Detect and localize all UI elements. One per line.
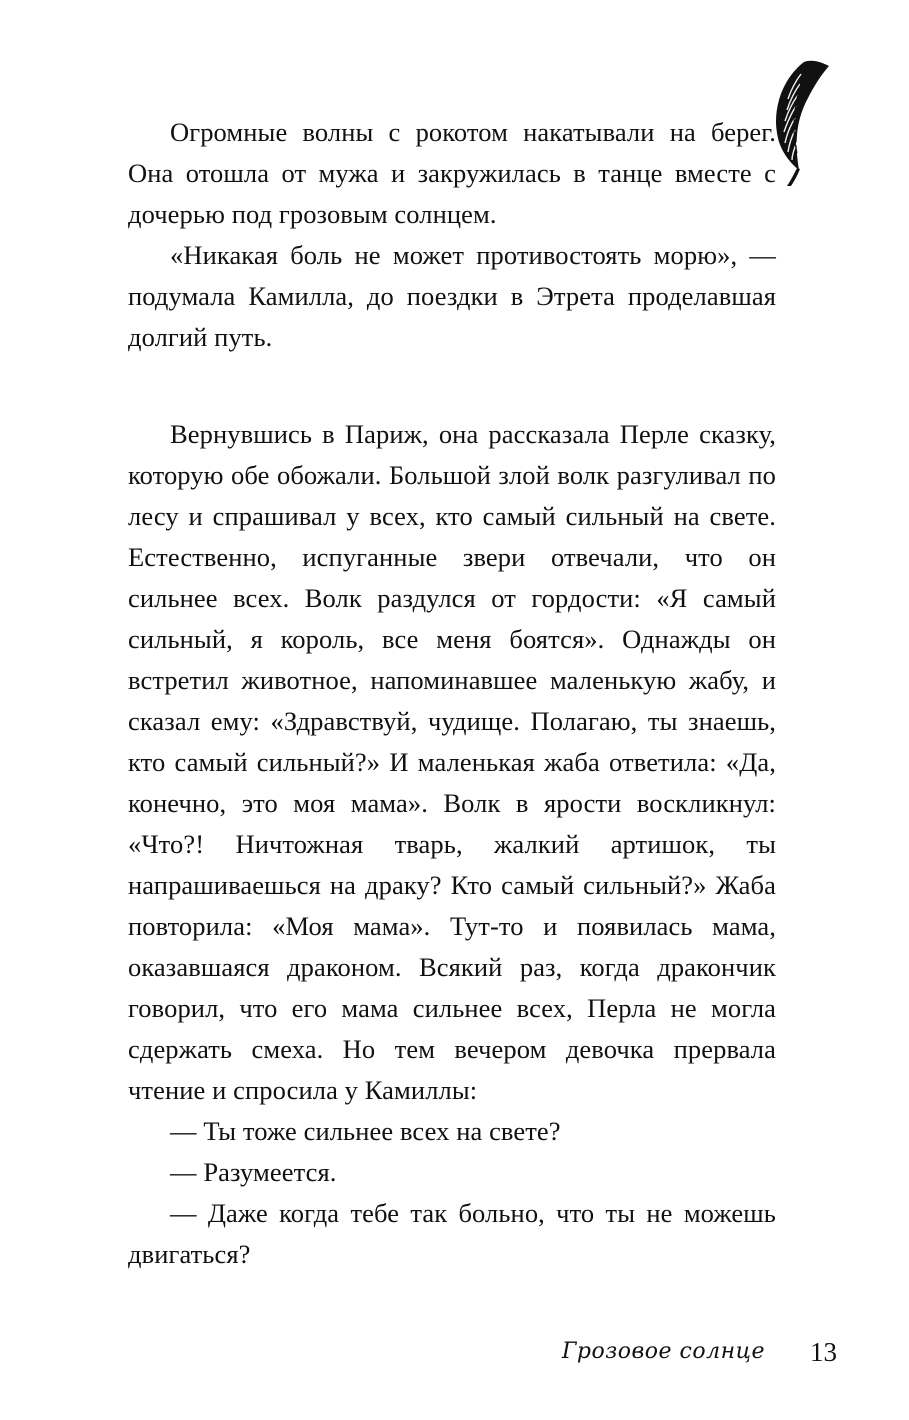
- page-footer: [128, 1324, 837, 1368]
- paragraph-2: «Никакая боль не может противостоять морю», — подумала Камилла, до поездки в Этрета проделавшая долгий путь.: [128, 240, 776, 352]
- page-text-column: [128, 112, 776, 1275]
- paragraph-1: Огромные волны с рокотом накатывали на берег. Она отошла от мужа и закружилась в танце вместе с дочерью под грозовым солнцем.: [128, 117, 776, 229]
- dialogue-line-1: — Ты тоже сильнее всех на свете?: [170, 1116, 561, 1146]
- dialogue-line-3: — Даже когда тебе так больно, что ты не можешь двигаться?: [128, 1198, 776, 1269]
- paragraph-3: Вернувшись в Париж, она рассказала Перле сказку, которую обе обожали. Большой злой волк разгуливал по лесу и спрашивал у всех, кто самый сильный на свете. Естественно, испуганные звери отвечали, что он сильнее всех. Волк раздулся от гордости: «Я самый сильный, я король, все меня боятся». Однажды он встретил животное, напоминавшее маленькую жабу, и сказал ему: «Здравствуй, чудище. Полагаю, ты знаешь, кто самый сильный?» И маленькая жаба ответила: «Да, конечно, это моя мама». Волк в ярости воскликнул: «Что?! Ничтожная тварь, жалкий артишок, ты напрашиваешься на драку? Кто самый сильный?» Жаба повторила: «Моя мама». Тут-то и появилась мама, оказавшаяся драконом. Всякий раз, когда дракончик говорил, что его мама сильнее всех, Перла не могла сдержать смеха. Но тем вечером девочка прервала чтение и спросила у Камиллы:: [128, 419, 776, 1105]
- running-title: Грозовое солнце: [561, 1339, 765, 1364]
- page-number: 13: [810, 1337, 837, 1367]
- section-break: [128, 358, 776, 414]
- dialogue-line-2: — Разумеется.: [170, 1157, 337, 1187]
